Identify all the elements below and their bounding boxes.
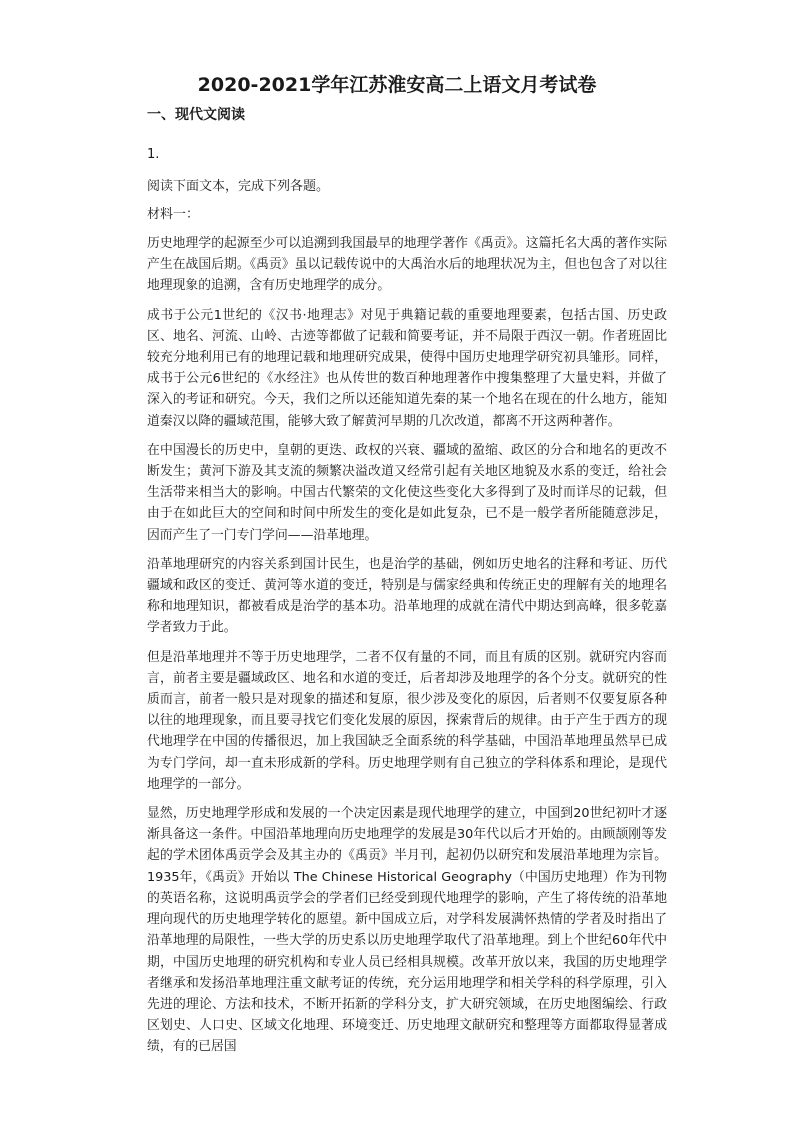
question-instruction: 阅读下面文本，完成下列各题。 [147,179,330,194]
section-heading: 一、现代文阅读 [147,107,245,123]
passage-paragraph-3: 在中国漫长的历史中，皇朝的更迭、政权的兴衰、疆域的盈缩、政区的分合和地名的更改不断发生；黄河下游及其支流的频繁决溢改道又经常引起有关地区地貌及水系的变迁，给社会生活带来相当大的影响。中国古代繁荣的文化使这些变化大多得到了及时而详尽的记载，但由于在如此巨大的空间和时间中所发生的变化是如此复杂，已不是一般学者所能随意涉足，因而产生了一门专门学问——沿革地理。 [147,442,667,543]
page-title: 2020-2021学年江苏淮安高二上语文月考试卷 [197,74,597,96]
passage-paragraph-4: 沿革地理研究的内容关系到国计民生，也是治学的基础，例如历史地名的注释和考证、历代疆域和政区的变迁、黄河等水道的变迁，特别是与儒家经典和传统正史的理解有关的地理名称和地理知识，都被看成是治学的基本功。沿革地理的成就在清代中期达到高峰，很多乾嘉学者致力于此。 [147,556,667,636]
material-label: 材料一： [147,207,200,222]
passage-paragraph-5: 但是沿革地理并不等于历史地理学，二者不仅有量的不同，而且有质的区别。就研究内容而言，前者主要是疆域政区、地名和水道的变迁，后者却涉及地理学的各个分支。就研究的性质而言，前者一般只是对现象的描述和复原，很少涉及变化的原因，后者则不仅要复原各种以往的地理现象，而且要寻找它们变化发展的原因，探索背后的规律。由于产生于西方的现代地理学在中国的传播很迟，加上我国缺乏全面系统的科学基础，中国沿革地理虽然早已成为专门学问，却一直未形成新的学科。历史地理学则有自己独立的学科体系和理论，是现代地理学的一部分。 [147,649,667,792]
question-number: 1. [147,147,160,162]
passage-paragraph-2: 成书于公元1世纪的《汉书·地理志》对见于典籍记载的重要地理要素，包括古国、历史政区、地名、河流、山岭、古迹等都做了记载和简要考证，并不局限于西汉一朝。作者班固比较充分地利用已有的地理记载和地理研究成果，使得中国历史地理学研究初具雏形。同样，成书于公元6世纪的《水经注》也从传世的数百种地理著作中搜集整理了大量史料，并做了深入的考证和研究。今天，我们之所以还能知道先秦的某一个地名在现在的什么地方，能知道秦汉以降的疆域范围，能够大致了解黄河早期的几次改道，都离不开这两种著作。 [147,307,667,429]
passage-paragraph-1: 历史地理学的起源至少可以追溯到我国最早的地理学著作《禹贡》。这篇托名大禹的著作实际产生在战国后期。《禹贡》虽以记载传说中的大禹治水后的地理状况为主，但也包含了对以往地理现象的追溯，含有历史地理学的成分。 [147,236,667,294]
reading-passage [147,233,667,1066]
passage-paragraph-6: 显然，历史地理学形成和发展的一个决定因素是现代地理学的建立，中国到20世纪初叶才逐渐具备这一条件。中国沿革地理向历史地理学的发展是30年代以后才开始的。由顾颉刚等发起的学术团体禹贡学会及其主办的《禹贡》半月刊，起初仍以研究和发展沿革地理为宗旨。1935年，《禹贡》开始以 The Chinese Historical Geography（中国历史地理）作为刊物的英语名称，这说明禹贡学会的学者们已经受到现代地理学的影响，产生了将传统的沿革地理向现代的历史地理学转化的愿望。新中国成立后，对学科发展满怀热情的学者及时指出了沿革地理的局限性，一些大学的历史系以历史地理学取代了沿革地理。到上个世纪60年代中期，中国历史地理的研究机构和专业人员已经相具规模。改革开放以来，我国的历史地理学者继承和发扬沿革地理注重文献考证的传统，充分运用地理学和相关学科的科学原理，引入先进的理论、方法和技术，不断开拓新的学科分支，扩大研究领域，在历史地图编绘、行政区划史、人口史、区域文化地理、环境变迁、历史地理文献研究和整理等方面都取得显著成绩，有的已居国 [147,806,667,1055]
